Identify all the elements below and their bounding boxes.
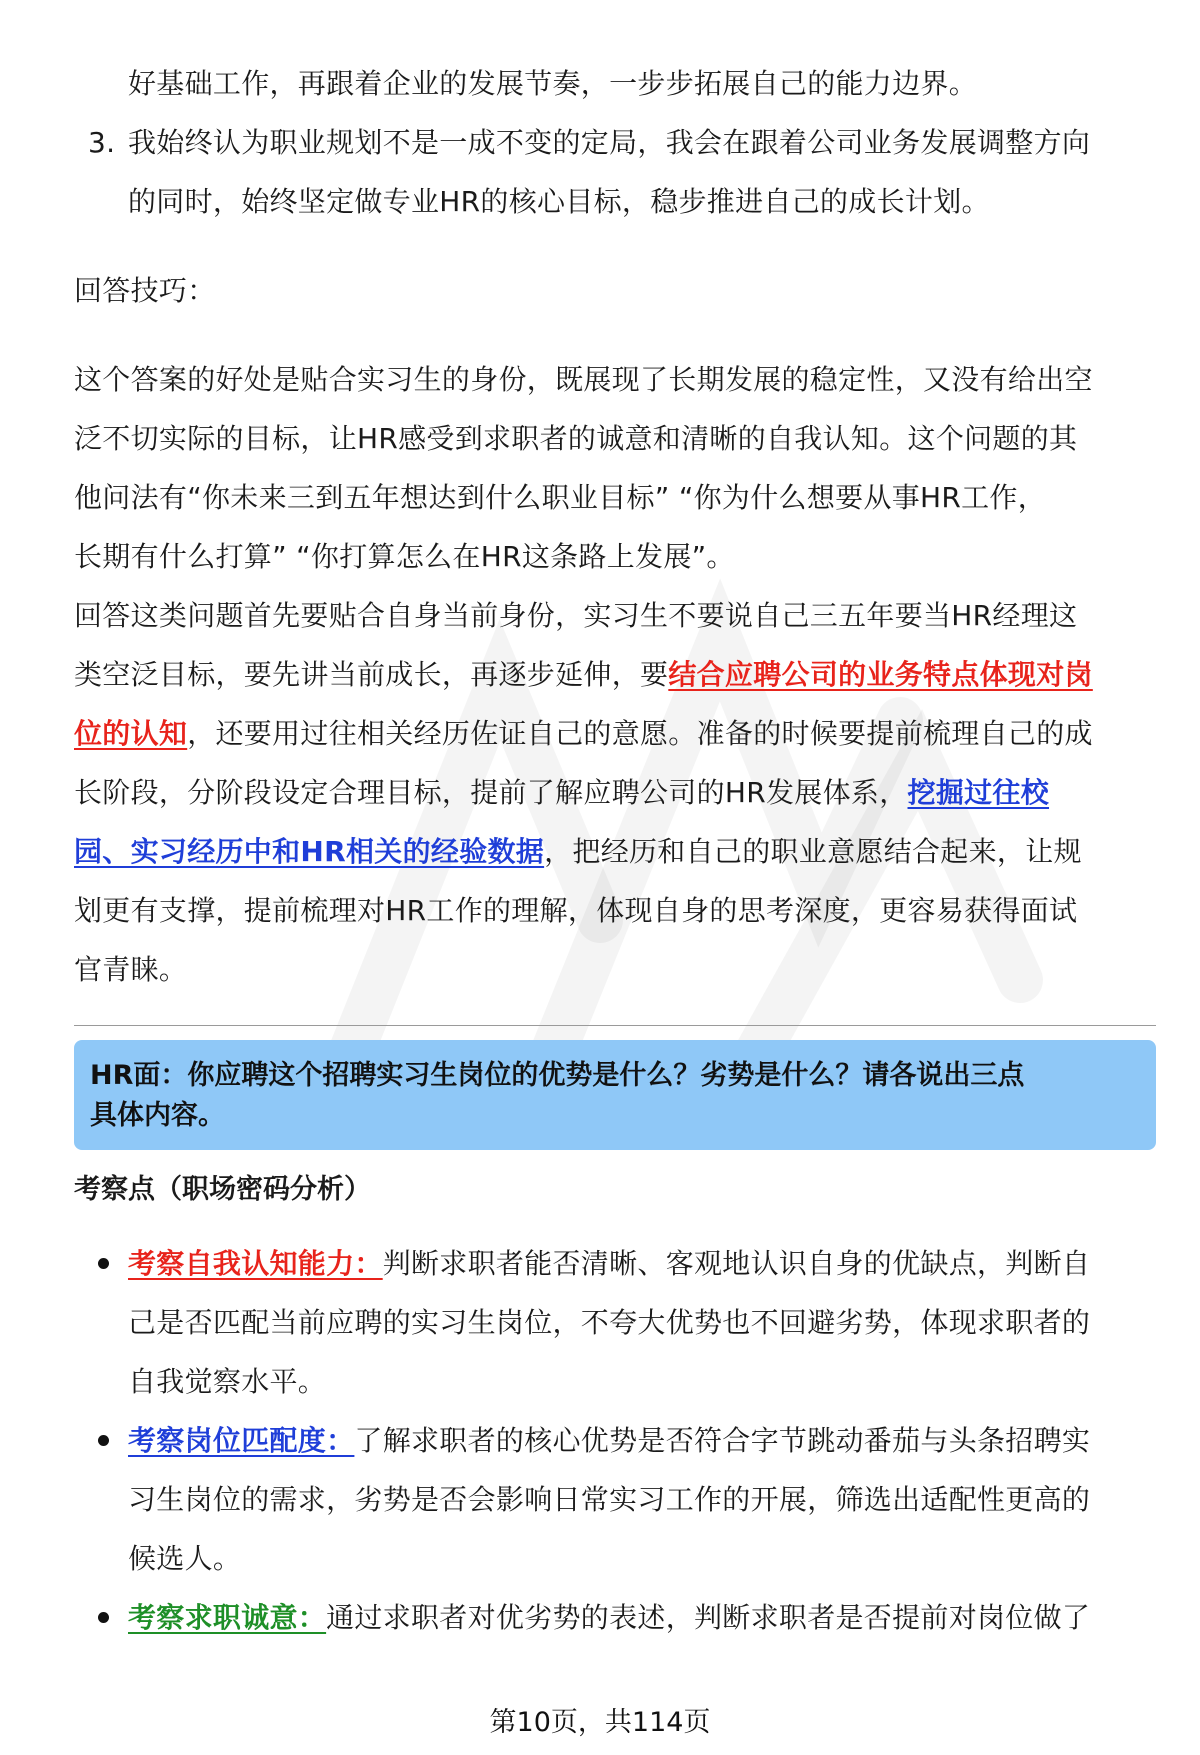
bullet-text: 判断求职者能否清晰、客观地认识自身的优缺点，判断自 [382, 1247, 1091, 1280]
bullet-dot-icon [98, 1612, 109, 1623]
bullet-text: 己是否匹配当前应聘的实习生岗位，不夸大优势也不回避劣势，体现求职者的 [128, 1306, 1091, 1339]
paragraph-line [74, 763, 1154, 822]
list-number: 3. [88, 126, 116, 159]
tips-paragraph-2 [74, 586, 1154, 999]
tips-paragraph-1 [74, 350, 1154, 586]
bullet-label: 考察自我认知能力： [128, 1247, 383, 1280]
section-divider [74, 1025, 1156, 1026]
section-title: 考察点（职场密码分析） [74, 1174, 371, 1205]
question-box [74, 1040, 1156, 1150]
bullet-text: 通过求职者对优劣势的表述，判断求职者是否提前对岗位做了 [326, 1601, 1091, 1634]
list-item-line: 我始终认为职业规划不是一成不变的定局，我会在跟着公司业务发展调整方向 [128, 126, 1091, 159]
paragraph-line: 泛不切实际的目标，让HR感受到求职者的诚意和清晰的自我认知。这个问题的其 [74, 422, 1078, 455]
question-line: HR面：你应聘这个招聘实习生岗位的优势是什么？劣势是什么？请各说出三点 [90, 1060, 1025, 1091]
highlight-red: 位的认知 [74, 717, 188, 750]
bullet-text: 习生岗位的需求，劣势是否会影响日常实习工作的开展，筛选出适配性更高的 [128, 1483, 1091, 1516]
text-span: 长阶段，分阶段设定合理目标，提前了解应聘公司的HR发展体系， [74, 776, 908, 809]
paragraph-line: 回答这类问题首先要贴合自身当前身份，实习生不要说自己三五年要当HR经理这 [74, 599, 1078, 632]
bullet-item [74, 1411, 1154, 1588]
highlight-blue: 挖掘过往校 [907, 776, 1050, 809]
page-footer: 第10页，共114页 [489, 1707, 711, 1738]
paragraph-line: 他问法有“你未来三到五年想达到什么职业目标” “你为什么想要从事HR工作， [74, 481, 1047, 514]
bullet-list [74, 1234, 1154, 1647]
bullet-item [74, 1588, 1154, 1647]
paragraph-line: 官青睐。 [74, 953, 188, 986]
paragraph-line [74, 645, 1154, 704]
list-item-3 [74, 113, 1154, 231]
paragraph-line [74, 822, 1154, 881]
tips-label: 回答技巧： [74, 274, 216, 307]
bullet-text: 自我觉察水平。 [128, 1365, 327, 1398]
bullet-text: 了解求职者的核心优势是否符合字节跳动番茄与头条招聘实 [354, 1424, 1091, 1457]
highlight-red: 结合应聘公司的业务特点体现对岗 [668, 658, 1093, 691]
paragraph-line [74, 704, 1154, 763]
text-span: 类空泛目标，要先讲当前成长，再逐步延伸，要 [74, 658, 669, 691]
bullet-dot-icon [98, 1435, 109, 1446]
text-span: ，还要用过往相关经历佐证自己的意愿。准备的时候要提前梳理自己的成 [187, 717, 1093, 750]
text-span: ，把经历和自己的职业意愿结合起来，让规 [544, 835, 1082, 868]
bullet-text: 候选人。 [128, 1542, 242, 1575]
bullet-item [74, 1234, 1154, 1411]
paragraph-line: 长期有什么打算” “你打算怎么在HR这条路上发展”。 [74, 540, 735, 573]
continuation-line: 好基础工作，再跟着企业的发展节奏，一步步拓展自己的能力边界。 [128, 67, 978, 100]
bullet-label: 考察求职诚意： [128, 1601, 327, 1634]
highlight-blue: 园、实习经历中和HR相关的经验数据 [74, 835, 545, 868]
question-line: 具体内容。 [90, 1100, 225, 1131]
bullet-dot-icon [98, 1258, 109, 1269]
bullet-label: 考察岗位匹配度： [128, 1424, 355, 1457]
paragraph-line: 划更有支撑，提前梳理对HR工作的理解，体现自身的思考深度，更容易获得面试 [74, 894, 1078, 927]
list-item-line: 的同时，始终坚定做专业HR的核心目标，稳步推进自己的成长计划。 [128, 185, 990, 218]
paragraph-line: 这个答案的好处是贴合实习生的身份，既展现了长期发展的稳定性，又没有给出空 [74, 363, 1093, 396]
document-body [74, 54, 1154, 1647]
